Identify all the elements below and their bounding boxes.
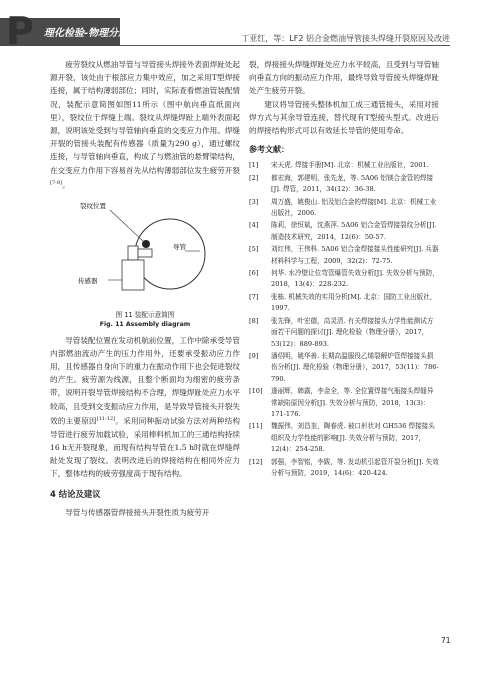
paragraph-text: 导管装配位置在发动机航前位置，工作中除承受导管内部燃油流动产生的压力作用外，还要承受振动应力作用，且传感器自身向下的重力在振动作用下也会促进裂纹的产生。疲劳源为线源，且整个断面均为细密的疲劳条带，说明开裂导管焊接结构不合理，焊缝焊趾处应力水平较高，且受到交变振动应力作用，是导致导管接头开裂失效的主要原因 (50, 335, 240, 426)
citation: [11-12] (96, 415, 116, 422)
reference-number: [2] (249, 173, 259, 182)
connector-tube (138, 249, 152, 257)
page-number: 71 (441, 636, 451, 645)
sensor-body (122, 260, 144, 290)
reference-number: [3] (249, 197, 259, 206)
reference-item (249, 268, 439, 291)
reference-text: 张栋. 机械失效的实用分析[M]. 北京：国防工业出版社，1997. (271, 292, 437, 313)
figure-caption-en: Fig. 11 Assembly diagram (99, 320, 191, 328)
reference-text: 都宏海，郭建明，张先龙，等. 5A06 铝镁合金管的焊接[J]. 焊管，2011，34(12)：36-38. (271, 173, 434, 194)
body-paragraph: 建议将导管接头整体机加工成三通管接头，采用对接焊方式与其余导管连接，替代现有T型接头型式。改进后的焊接结构形式可以有效延长导管的使用寿命。 (249, 99, 439, 136)
paragraph-text: 。采用同种振动试验方法对两种结构导管进行疲劳加载试验，采用棒料机加工的三通结构持续16 h无开裂现象，而现有结构导管在1.5 h时就在焊缝焊趾处发现了裂纹。表明改进后的焊接结构在相同外应力下，整体结构的疲劳强度高于现有结构。 (50, 416, 241, 479)
journal-name: 理化检验-物理分册 (44, 28, 129, 39)
reference-item (249, 173, 439, 196)
page-header (0, 0, 480, 53)
label-sensor: 传感器 (78, 276, 98, 285)
reference-item (249, 160, 439, 171)
reference-text: 陈莉，徐恒斌，沈燕萍. 5A06 铝合金管焊接裂纹分析[J]. 制造技术研究，2014，12(6)：50-57. (271, 221, 437, 241)
reference-number: [11] (249, 422, 263, 431)
section-title: 4 结论及建议 (50, 489, 101, 500)
reference-number: [5] (249, 245, 259, 254)
reference-number: [9] (249, 351, 259, 360)
paragraph-text: 疲劳裂纹从燃油导管与导管接头焊接外表面焊趾处起源开裂，该处由于根部应力集中效应，加之采用T型焊接连接，属于结构薄弱部位；同时，实际查看燃油管装配情况，装配示意简图如图11所示（图中航向垂直纸面向里），裂纹位于焊缝上端。裂纹从焊缝焊趾上端外表面起源，说明该处受到与导管轴向垂直的交变应力作用。焊缝开裂的管接头装配有传感器（质量为290 g），通过螺纹连接，与导管轴向垂直，构成了与燃油管的悬臂梁结构，在交变应力作用下容易首先从结构薄弱部位发生疲劳开裂 (50, 60, 240, 175)
reference-text: 魏振伟，刘昌奎，陶春虎. 被口形状对 GH536 焊接接头组织及力学性能的影响[J]. 失效分析与预防，2017，12(4)：254-258. (271, 422, 435, 454)
journal-logo-letter: P (6, 9, 34, 53)
paragraph-text: 。 (61, 180, 70, 190)
sensor-stem (128, 246, 138, 260)
reference-number: [7] (249, 292, 259, 301)
reference-number: [10] (249, 387, 263, 396)
reference-text: 何华. 水冷壁让位弯管爆管失效分析[J]. 失效分析与预防，2018，13(4)：228-232. (271, 269, 439, 289)
header-rule (120, 45, 450, 46)
assembly-diagram (50, 196, 240, 308)
body-paragraph (50, 58, 240, 192)
reference-item (249, 457, 439, 480)
assembly-figure (50, 196, 240, 308)
reference-item (249, 351, 439, 385)
reference-item (249, 244, 439, 267)
reference-text: 刘红伟，王伟科. 5A06 铝合金焊接接头性能研究[J]. 兵器材料科学与工程，2009，32(2)：72-75. (271, 245, 439, 265)
reference-text: 周万盛，姚俊山. 铝及铝合金的焊接[M]. 北京：机械工业出版社，2006. (271, 197, 437, 218)
reference-text: 逢丽辉，韩露，李金全，等. 全位置焊接气瓶接头焊缝异常缺陷原因分析[J]. 失效分析与预防，2018，13(3)：171-176. (271, 387, 434, 418)
crack-leader-line (110, 210, 144, 242)
reference-item (249, 316, 439, 350)
right-column (249, 58, 439, 480)
body-paragraph: 裂，焊接接头焊缝焊趾处应力水平较高，且受到与导管轴向垂直方向的振动应力作用，最终导致导管接头焊缝焊趾处产生疲劳开裂。 (249, 60, 439, 96)
reference-list (249, 160, 439, 479)
reference-item (249, 220, 439, 243)
reference-number: [1] (249, 161, 259, 170)
citation: [7-8] (50, 179, 62, 186)
reference-item (249, 197, 439, 220)
reference-number: [4] (249, 221, 259, 230)
running-head: 丁亚红，等：LF2 铝合金燃油导管接头焊缝开裂原因及改进 (241, 34, 450, 43)
reference-item (249, 421, 439, 455)
references-title: 参考文献： (249, 145, 289, 155)
reference-item (249, 386, 439, 420)
reference-item (249, 292, 439, 315)
reference-text: 郭强，李智铭，李跋，等. 发动机引起管开裂分析[J]. 失效分析与预防，2019，14(6)：420-424. (271, 457, 439, 477)
figure-caption-cn: 图 11 装配示意简图 (115, 310, 175, 319)
reference-text: 宋天虎. 焊接手册[M]. 北京：机械工业出版社，2001. (271, 161, 429, 170)
reference-number: [6] (249, 269, 259, 278)
label-tube: 导管 (173, 242, 186, 251)
left-column (50, 58, 240, 519)
body-paragraph (50, 334, 240, 481)
reference-number: [12] (249, 457, 263, 466)
reference-text: 潘绍明，姚华善. 长期高温服役乙烯裂解炉管焊接接头损伤分析[J]. 理化检验（物理分册），2017，53(11)：786-790. (271, 351, 439, 383)
body-paragraph: 导管与传感器管焊接接头开裂性质为疲劳开 (65, 507, 210, 517)
label-crack: 裂纹位置 (80, 201, 106, 210)
reference-text: 张先锋，叶宏德，高灵清. 有关焊接接头力学性能测试方面若干问题的探讨[J]. 理化检验（物理分册），2017，53(12)：889-893. (271, 316, 434, 348)
reference-number: [8] (249, 316, 259, 325)
